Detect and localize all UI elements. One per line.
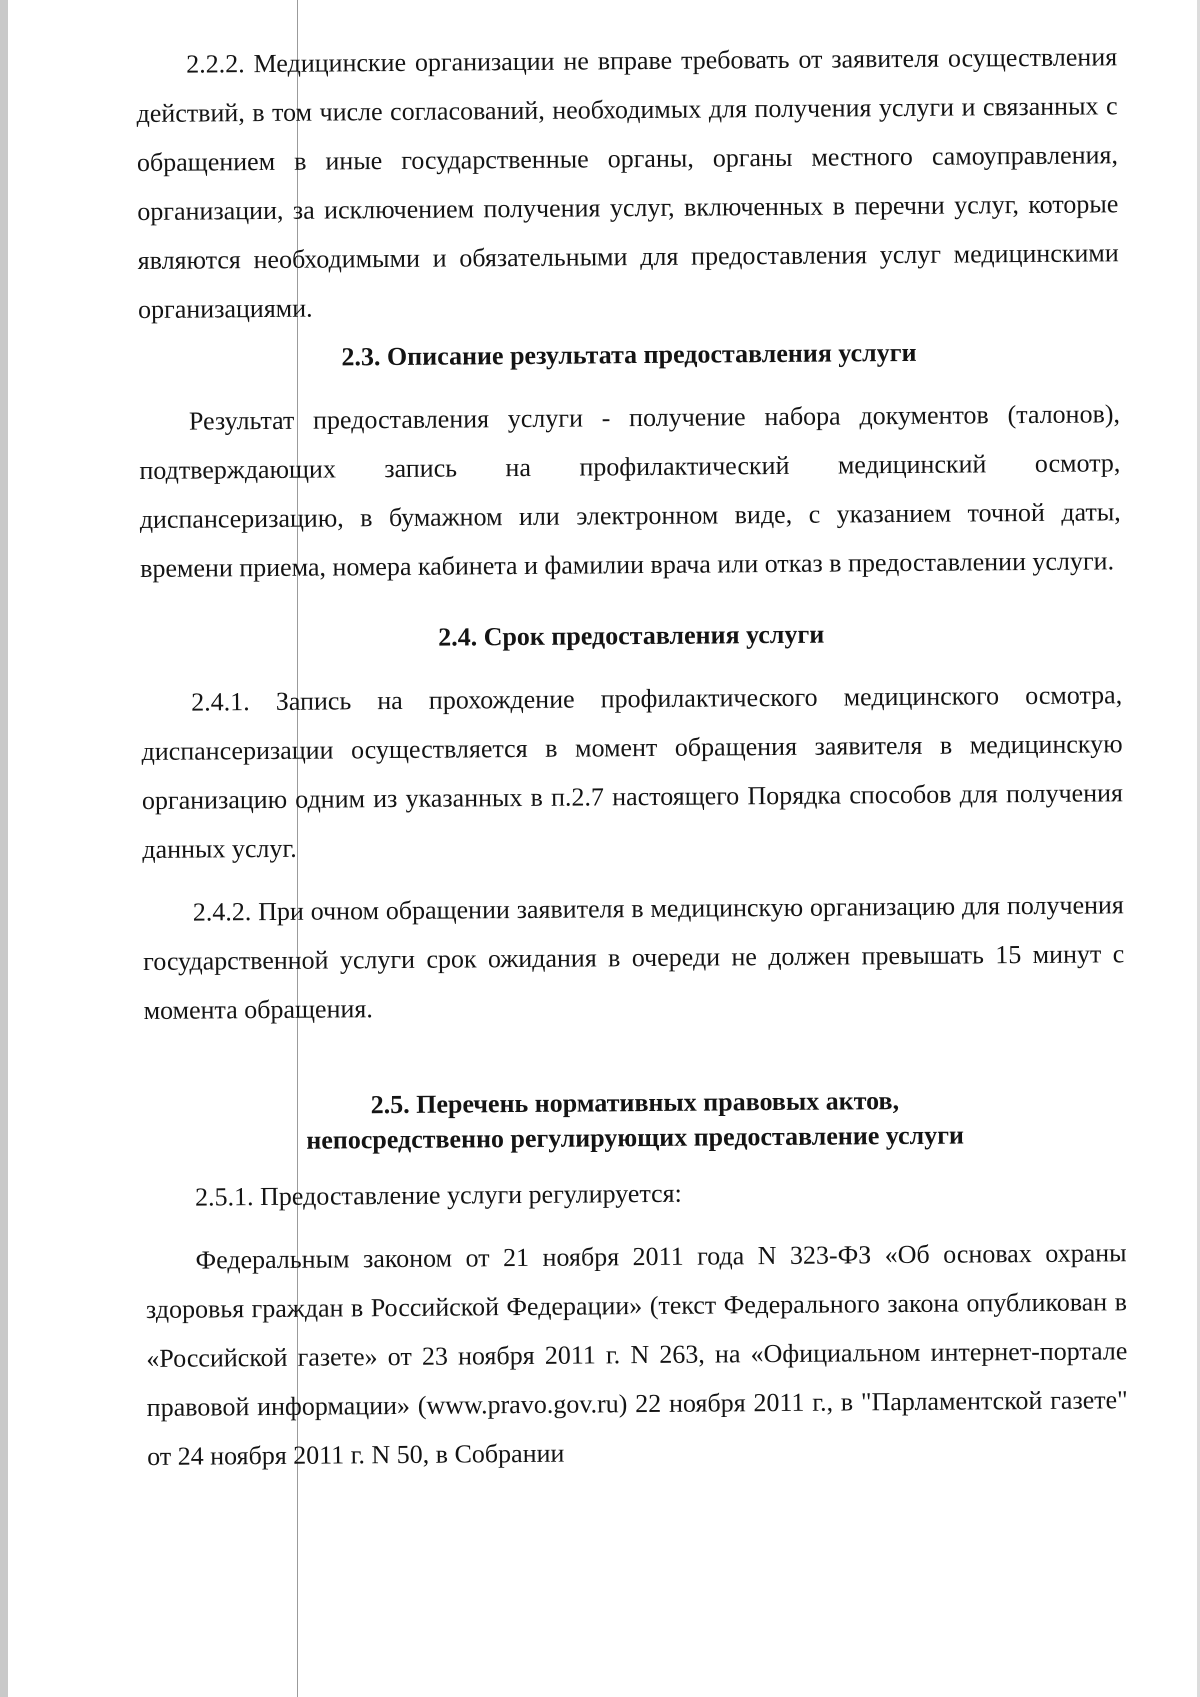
paragraph-2-5-1: 2.5.1. Предоставление услуги регулируется: bbox=[194, 1178, 682, 1212]
heading-2-3: 2.3. Описание результата предоставления услуги bbox=[341, 337, 917, 372]
heading-2-4: 2.4. Срок предоставления услуги bbox=[438, 619, 825, 652]
paragraph-2-4-2: 2.4.2. При очном обращении заявителя в медицинскую организацию для получения государственной услуги срок ожидания в очереди не должен превышать 15 минут с момента обращения. bbox=[143, 890, 1125, 1025]
document-body bbox=[136, 32, 1128, 1481]
paragraph-2-3: Результат предоставления услуги - получение набора документов (талонов), подтверждающих запись на профилактический медицинский осмотр, диспансеризацию, в бумажном или электронном виде, с указанием точной даты, времени приема, номера кабинета и фамилии врача или отказ в предоставлении услуги. bbox=[139, 399, 1121, 583]
paragraph-2-2-2: 2.2.2. Медицинские организации не вправе требовать от заявителя осуществления действий, в том числе согласований, необходимых для получения услуги и связанных с обращением в иные государственные органы, органы местного самоуправления, организации, за исключением получения услуг, включенных в перечни услуг, которые являются необходимыми и обязательными для предоставления услуг медицинскими организациями. bbox=[136, 42, 1119, 324]
document-page bbox=[8, 0, 1200, 1697]
heading-2-5 bbox=[144, 1081, 1126, 1159]
heading-2-5-line2: непосредственно регулирующих предоставление услуги bbox=[306, 1120, 965, 1155]
paragraph-2-4-1: 2.4.1. Запись на прохождение профилактического медицинского осмотра, диспансеризации осуществляется в момент обращения заявителя в медицинскую организацию одним из указанных в п.2.7 настоящего Порядка способов для получения данных услуг. bbox=[141, 680, 1124, 864]
heading-2-5-line1: 2.5. Перечень нормативных правовых актов, bbox=[370, 1086, 900, 1120]
paragraph-law: Федеральным законом от 21 ноября 2011 года N 323-ФЗ «Об основах охраны здоровья граждан в Российской Федерации» (текст Федерального закона опубликован в «Российской газете» от 23 ноября 2011 г. N 263, на «Официальном интернет-портале правовой информации» (www.pravo.gov.ru) 22 ноября 2011 г., в "Парламентской газете" от 24 ноября 2011 г. N 50, в Собрании bbox=[145, 1238, 1128, 1471]
